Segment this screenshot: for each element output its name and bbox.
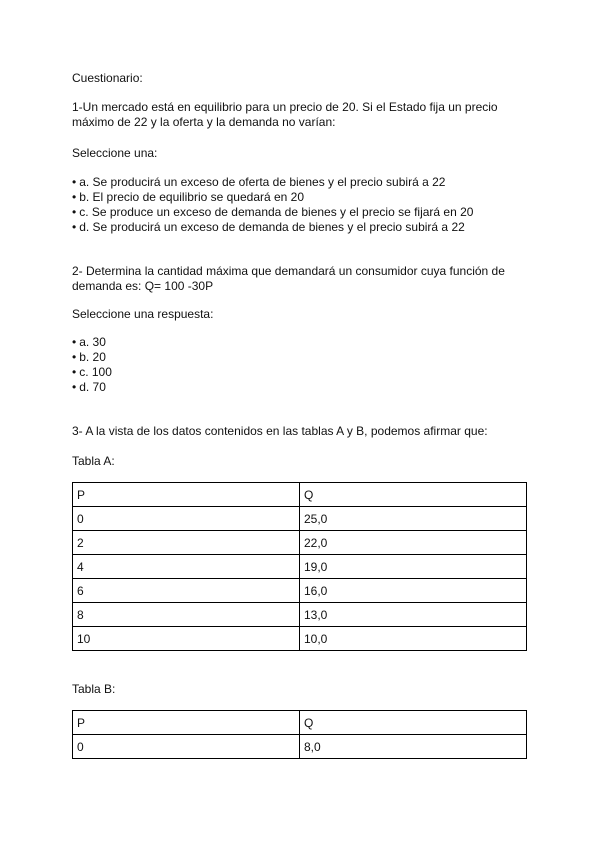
table-row bbox=[73, 603, 527, 627]
table-row bbox=[73, 627, 527, 651]
header-cell-p: P bbox=[73, 483, 300, 507]
cell-q: 25,0 bbox=[300, 507, 527, 531]
question-1-options bbox=[72, 175, 532, 235]
option-c: • c. Se produce un exceso de demanda de bienes y el precio se fijará en 20 bbox=[72, 205, 532, 220]
table-row bbox=[73, 735, 527, 759]
document-title: Cuestionario: bbox=[72, 71, 143, 85]
table-row bbox=[73, 507, 527, 531]
header-cell-q: Q bbox=[300, 711, 527, 735]
question-2-text: 2- Determina la cantidad máxima que demandará un consumidor cuya función de demanda es: Q= 100 -30P bbox=[72, 264, 505, 293]
cell-p: 10 bbox=[73, 627, 300, 651]
option-b: • b. El precio de equilibrio se quedará en 20 bbox=[72, 190, 532, 205]
cell-q: 16,0 bbox=[300, 579, 527, 603]
table-header-row bbox=[73, 711, 527, 735]
option-d: • d. 70 bbox=[72, 380, 532, 395]
cell-q: 19,0 bbox=[300, 555, 527, 579]
option-b: • b. 20 bbox=[72, 350, 532, 365]
table-b bbox=[72, 710, 527, 759]
table-a-label: Tabla A: bbox=[72, 454, 115, 468]
cell-p: 0 bbox=[73, 735, 300, 759]
cell-p: 4 bbox=[73, 555, 300, 579]
table-header-row bbox=[73, 483, 527, 507]
option-d: • d. Se producirá un exceso de demanda de bienes y el precio subirá a 22 bbox=[72, 220, 532, 235]
question-1-text: 1-Un mercado está en equilibrio para un precio de 20. Si el Estado fija un precio máximo de 22 y la oferta y la demanda no varían: bbox=[72, 100, 498, 129]
cell-q: 13,0 bbox=[300, 603, 527, 627]
option-a: • a. 30 bbox=[72, 335, 532, 350]
table-b-label: Tabla B: bbox=[72, 682, 116, 696]
table-row bbox=[73, 555, 527, 579]
table-row bbox=[73, 579, 527, 603]
question-2-options bbox=[72, 335, 532, 395]
cell-p: 2 bbox=[73, 531, 300, 555]
question-1-prompt: Seleccione una: bbox=[72, 146, 158, 160]
option-a: • a. Se producirá un exceso de oferta de bienes y el precio subirá a 22 bbox=[72, 175, 532, 190]
question-3-text: 3- A la vista de los datos contenidos en las tablas A y B, podemos afirmar que: bbox=[72, 424, 488, 438]
cell-p: 0 bbox=[73, 507, 300, 531]
header-cell-p: P bbox=[73, 711, 300, 735]
question-2-prompt: Seleccione una respuesta: bbox=[72, 307, 214, 321]
cell-p: 6 bbox=[73, 579, 300, 603]
cell-q: 8,0 bbox=[300, 735, 527, 759]
table-row bbox=[73, 531, 527, 555]
option-c: • c. 100 bbox=[72, 365, 532, 380]
cell-p: 8 bbox=[73, 603, 300, 627]
cell-q: 22,0 bbox=[300, 531, 527, 555]
table-a bbox=[72, 482, 527, 651]
header-cell-q: Q bbox=[300, 483, 527, 507]
cell-q: 10,0 bbox=[300, 627, 527, 651]
